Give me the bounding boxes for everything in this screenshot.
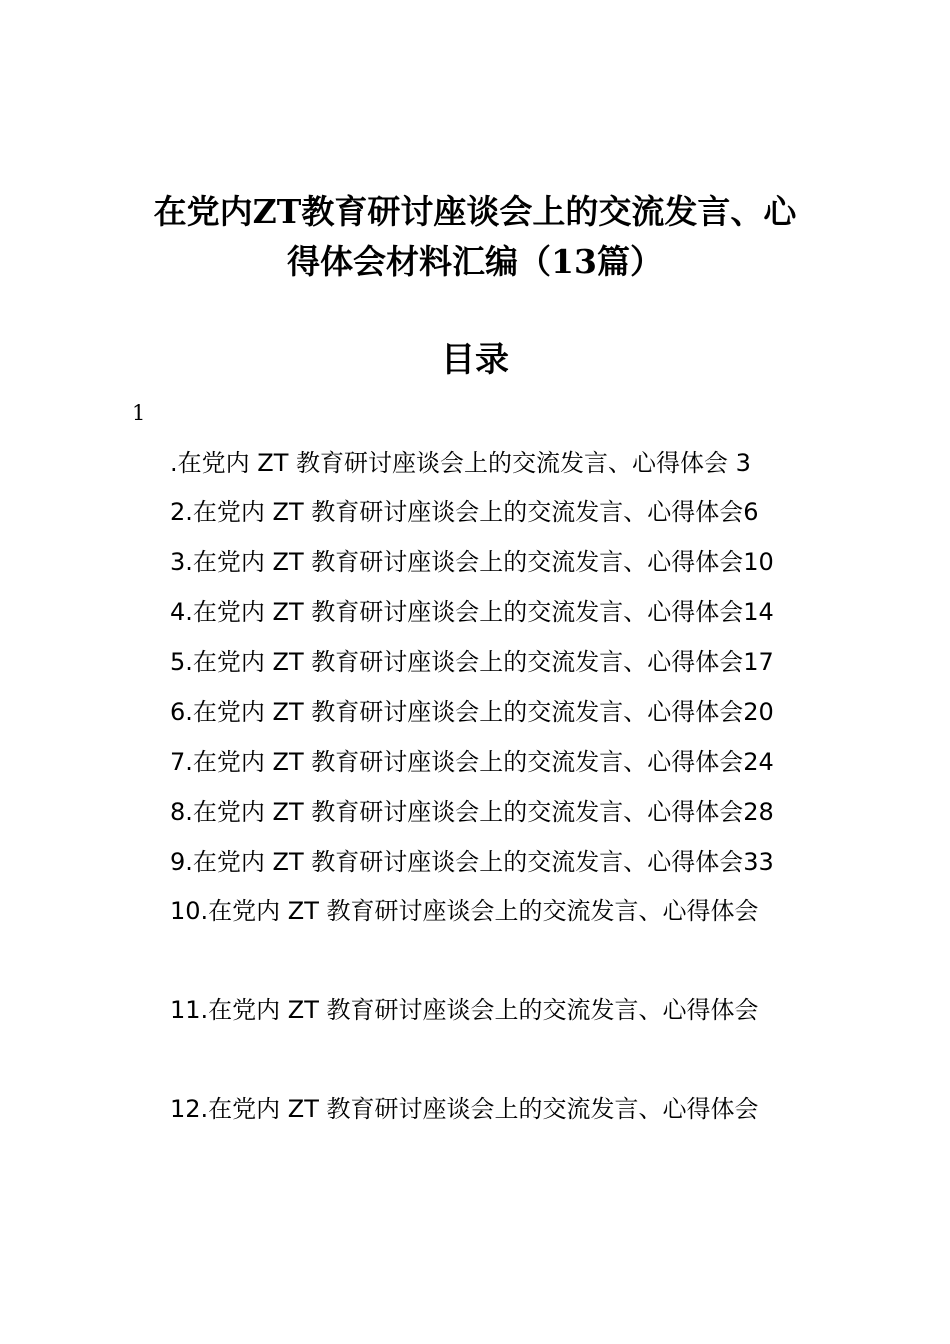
toc-entry-11[interactable]: 11.在党内 ZT 教育研讨座谈会上的交流发言、心得体会 [170,996,759,1024]
toc-entry-8[interactable]: 8.在党内 ZT 教育研讨座谈会上的交流发言、心得体会28 [170,798,774,826]
toc-entry-10[interactable]: 10.在党内 ZT 教育研讨座谈会上的交流发言、心得体会 [170,897,759,925]
toc-entry-7[interactable]: 7.在党内 ZT 教育研讨座谈会上的交流发言、心得体会24 [170,748,774,776]
stray-entry-number: 1 [132,401,146,425]
toc-entry-4[interactable]: 4.在党内 ZT 教育研讨座谈会上的交流发言、心得体会14 [170,598,774,626]
toc-entry-9[interactable]: 9.在党内 ZT 教育研讨座谈会上的交流发言、心得体会33 [170,848,774,876]
toc-entry-5[interactable]: 5.在党内 ZT 教育研讨座谈会上的交流发言、心得体会17 [170,648,774,676]
document-title-line-2: 得体会材料汇编（13篇） [287,242,663,281]
document-title-line-1: 在党内ZT教育研讨座谈会上的交流发言、心 [153,192,797,231]
toc-entry-2[interactable]: 2.在党内 ZT 教育研讨座谈会上的交流发言、心得体会6 [170,498,759,526]
toc-entry-3[interactable]: 3.在党内 ZT 教育研讨座谈会上的交流发言、心得体会10 [170,548,774,576]
toc-entry-6[interactable]: 6.在党内 ZT 教育研讨座谈会上的交流发言、心得体会20 [170,698,774,726]
toc-heading: 目录 [441,340,509,380]
toc-entry-12[interactable]: 12.在党内 ZT 教育研讨座谈会上的交流发言、心得体会 [170,1095,759,1123]
toc-entry-1[interactable]: .在党内 ZT 教育研讨座谈会上的交流发言、心得体会 3 [170,449,751,477]
